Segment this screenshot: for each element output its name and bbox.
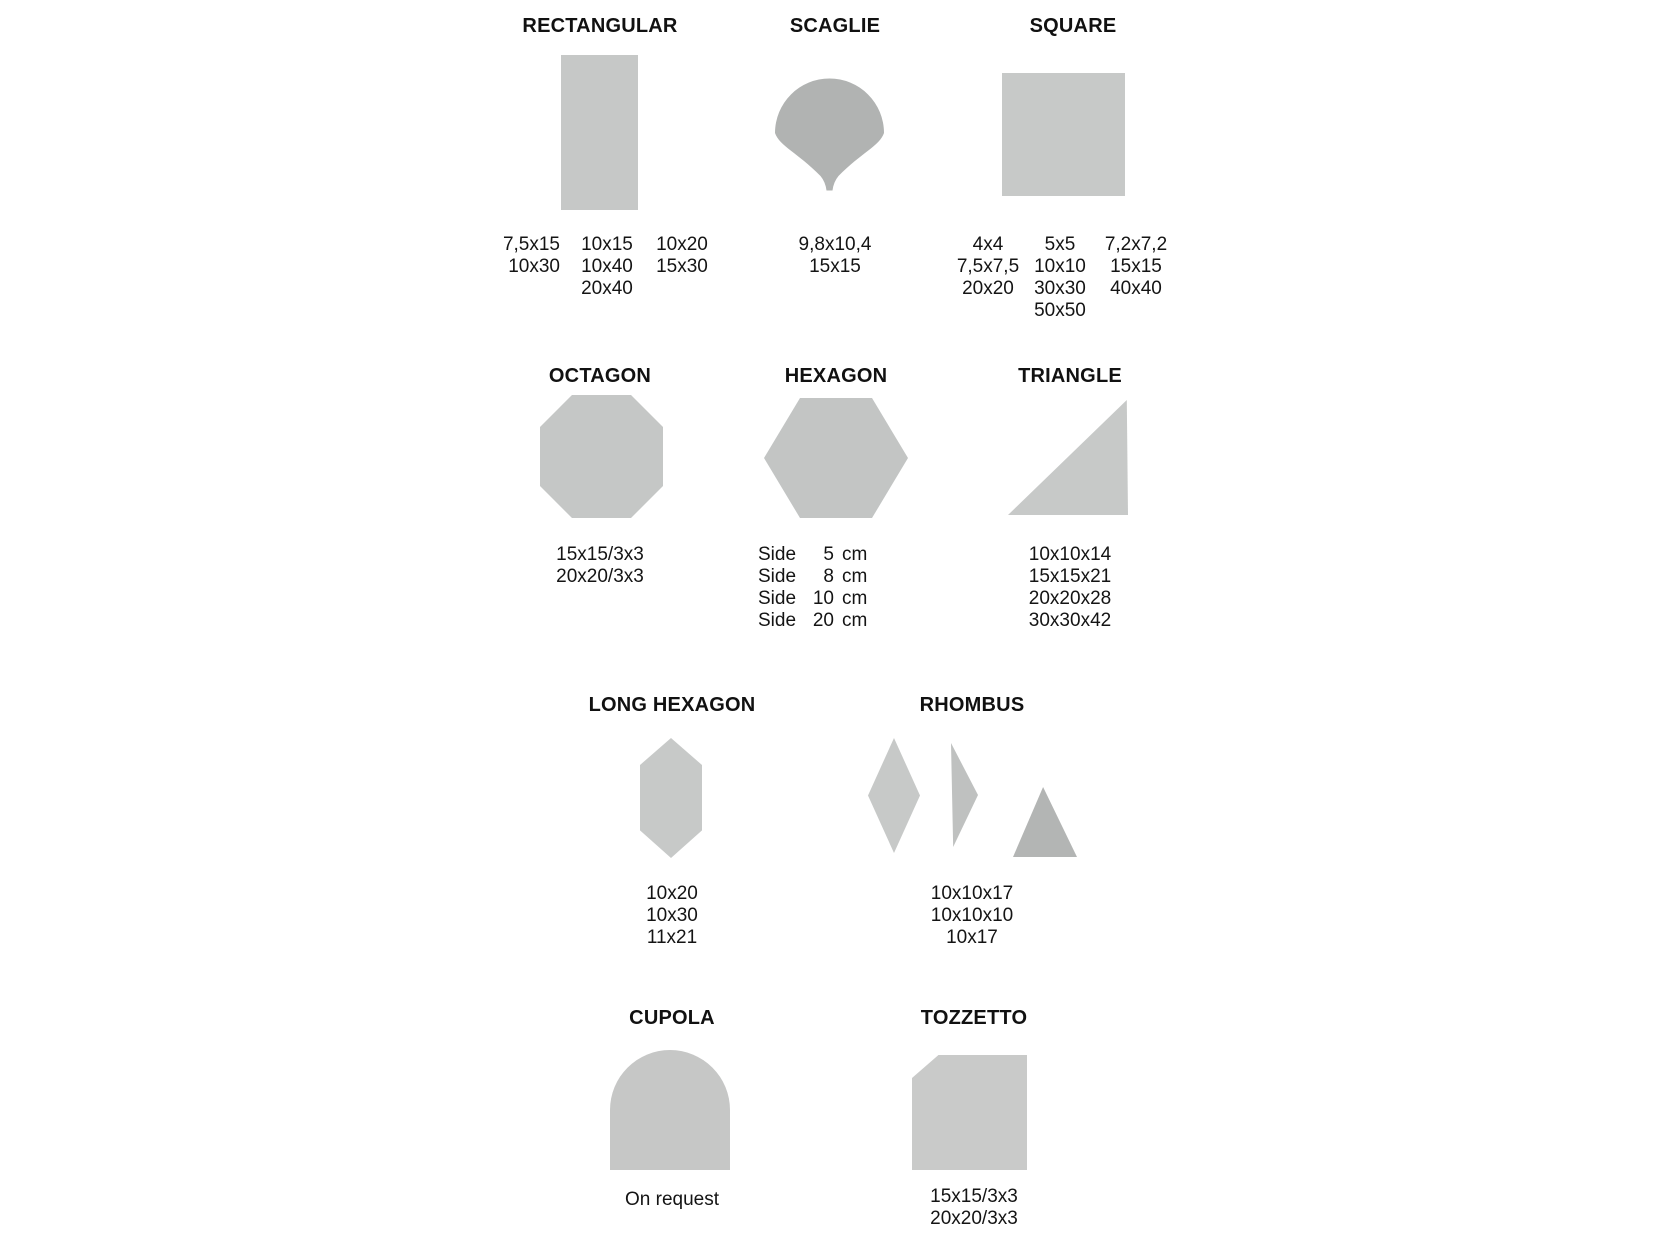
size-line: 11x21 (646, 927, 698, 948)
size-line: 10x15 (581, 234, 633, 255)
size-list (884, 1186, 1064, 1230)
size-line: 40x40 (1110, 278, 1162, 299)
size-column (1091, 234, 1181, 300)
size-list (862, 883, 1082, 949)
side-label: Side (758, 588, 797, 609)
size-line: 7,5x15 (502, 234, 560, 255)
side-value: 20 (812, 610, 834, 631)
size-line: 20x20/3x3 (930, 1208, 1018, 1229)
size-list (582, 883, 762, 949)
size-line: 10x30 (646, 905, 698, 926)
panel-title: CUPOLA (629, 1007, 715, 1029)
size-line: 15x30 (656, 256, 708, 277)
size-line: 5x5 (1044, 234, 1076, 255)
rhombus-shape (868, 738, 920, 853)
size-list (760, 234, 910, 278)
size-line: 10x20 (656, 234, 708, 255)
size-line: 20x20 (962, 278, 1014, 299)
panel-cupola (582, 1006, 762, 1246)
size-line: 30x30x42 (1028, 610, 1112, 631)
size-line: 10x17 (946, 927, 998, 948)
square-shape (1002, 73, 1125, 196)
size-line: 15x15/3x3 (930, 1186, 1018, 1207)
size-list (758, 544, 867, 632)
panel-title: LONG HEXAGON (588, 694, 756, 716)
panel-triangle (980, 364, 1160, 644)
half-rhombus-shape (951, 743, 978, 847)
size-line: 10x20 (646, 883, 698, 904)
long-hexagon-shape (640, 738, 702, 858)
size-line (758, 544, 867, 566)
size-line: 10x30 (508, 256, 560, 277)
size-line: 10x10x17 (930, 883, 1014, 904)
panel-octagon (510, 364, 690, 614)
side-unit: cm (842, 588, 868, 609)
side-label: Side (758, 566, 797, 587)
availability-note (582, 1189, 762, 1211)
octagon-shape (540, 395, 663, 518)
panel-scaglie (760, 14, 910, 314)
side-value: 8 (823, 566, 834, 587)
panel-title: RECTANGULAR (522, 15, 678, 37)
size-line (758, 588, 867, 610)
size-line: 10x10 (1034, 256, 1086, 277)
size-list (510, 544, 690, 588)
size-line: 15x15x21 (1028, 566, 1112, 587)
panel-title: TOZZETTO (920, 1007, 1028, 1029)
panel-rhombus (862, 693, 1082, 963)
arch-shape (610, 1050, 730, 1170)
size-line: 30x30 (1034, 278, 1086, 299)
panel-title: OCTAGON (548, 365, 652, 387)
right-triangle-shape (1008, 400, 1128, 515)
size-list (980, 544, 1160, 632)
panel-tozzetto (884, 1006, 1064, 1246)
fan-scale-path (775, 79, 884, 191)
size-line: 15x15 (1110, 256, 1162, 277)
size-line: 10x10x10 (930, 905, 1014, 926)
size-line: 20x40 (581, 278, 633, 299)
size-line (758, 566, 867, 588)
size-line: 4x4 (972, 234, 1004, 255)
size-line: 9,8x10,4 (798, 234, 872, 255)
size-line: 10x10x14 (1028, 544, 1112, 565)
panel-title: SCAGLIE (789, 15, 881, 37)
size-line: 7,5x7,5 (956, 256, 1020, 277)
fan-scale-shape (772, 77, 887, 192)
panel-title: RHOMBUS (919, 694, 1025, 716)
triangle-shape (1013, 787, 1077, 857)
size-column (478, 234, 560, 278)
panel-hexagon (746, 364, 926, 631)
side-unit: cm (842, 544, 868, 565)
size-line: 15x15 (809, 256, 861, 277)
panel-long-hexagon (582, 693, 762, 963)
size-line: 50x50 (1034, 300, 1086, 321)
size-line (758, 610, 867, 632)
note-line: On request (625, 1189, 719, 1210)
chamfered-square-shape (912, 1055, 1027, 1170)
panel-title: HEXAGON (784, 365, 888, 387)
panel-title: TRIANGLE (1018, 365, 1122, 387)
size-line: 20x20x28 (1028, 588, 1112, 609)
side-unit: cm (842, 610, 868, 631)
panel-rectangular (430, 14, 770, 314)
side-unit: cm (842, 566, 868, 587)
side-label: Side (758, 544, 797, 565)
side-value: 5 (823, 544, 834, 565)
rectangle-shape (561, 55, 638, 210)
size-line: 7,2x7,2 (1104, 234, 1168, 255)
side-value: 10 (812, 588, 834, 609)
hexagon-shape (764, 398, 908, 518)
size-line: 15x15/3x3 (556, 544, 644, 565)
size-line: 20x20/3x3 (556, 566, 644, 587)
size-column (632, 234, 732, 278)
panel-square (948, 14, 1198, 334)
panel-title: SQUARE (1029, 15, 1117, 37)
side-label: Side (758, 610, 797, 631)
size-line: 10x40 (581, 256, 633, 277)
